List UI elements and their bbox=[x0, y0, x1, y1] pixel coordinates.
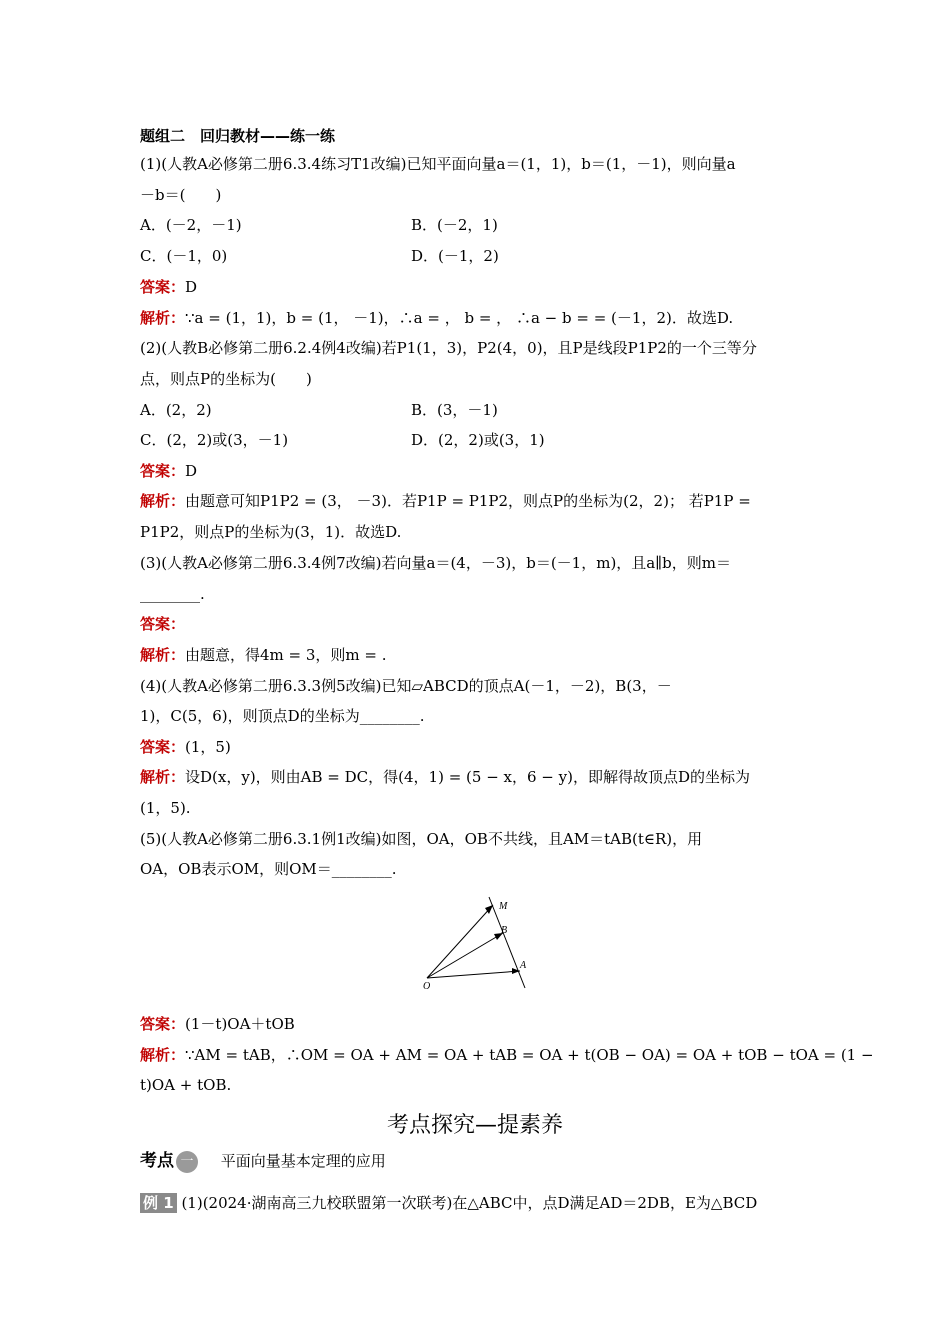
line-s5a bbox=[140, 1045, 874, 1065]
line-q2D bbox=[411, 430, 545, 450]
label-B: B bbox=[501, 925, 508, 936]
label-O: O bbox=[423, 981, 431, 992]
line-text: B．(3，－1) bbox=[411, 401, 498, 419]
line-text: D bbox=[185, 278, 198, 296]
segment-OA bbox=[427, 971, 520, 978]
answer-label: 解析： bbox=[140, 309, 186, 327]
line-q3b bbox=[140, 584, 205, 604]
line-text: 点，则点P的坐标为( ) bbox=[140, 370, 312, 388]
line-text: (1，5) bbox=[185, 738, 231, 756]
line-q2B bbox=[411, 400, 498, 420]
kaodian-label: 考点 bbox=[140, 1151, 174, 1171]
line-text: (2)(人教B必修第二册6.2.4例4改编)若P1(1，3)，P2(4，0)，且P是线段P1P2的一个三等分 bbox=[140, 339, 757, 357]
line-s3 bbox=[140, 645, 387, 665]
line-q1b bbox=[140, 185, 221, 205]
line-text: (1，5). bbox=[140, 799, 191, 817]
line-q2a bbox=[140, 338, 757, 358]
kaodian-title: 平面向量基本定理的应用 bbox=[220, 1152, 386, 1170]
line-q2b bbox=[140, 369, 312, 389]
line-text: OA，OB表示OM，则OM＝________. bbox=[140, 860, 397, 878]
answer-label: 答案： bbox=[140, 1015, 186, 1033]
line-q1D bbox=[411, 246, 499, 266]
line-q5a bbox=[140, 829, 702, 849]
line-q4b bbox=[140, 706, 424, 726]
line-a2 bbox=[140, 461, 197, 481]
example-line bbox=[140, 1193, 757, 1213]
line-a5 bbox=[140, 1014, 295, 1034]
line-a4 bbox=[140, 737, 231, 757]
line-text: (4)(人教A必修第二册6.3.3例5改编)已知▱ABCD的顶点A(－1，－2)，B(3，－ bbox=[140, 677, 672, 695]
line-text: (3)(人教A必修第二册6.3.4例7改编)若向量a＝(4，－3)，b＝(－1，m)，且a∥b，则m＝ bbox=[140, 554, 732, 572]
line-q2C bbox=[140, 430, 288, 450]
line-text: P1P2，则点P的坐标为(3，1)．故选D. bbox=[140, 523, 402, 541]
line-text: ∵a = (1，1)，b = (1， －1)，∴a = ， b = ， ∴a − b = = (－1，2)．故选D. bbox=[185, 309, 734, 327]
answer-label: 答案： bbox=[140, 738, 186, 756]
line-s2b bbox=[140, 522, 401, 542]
answer-label: 解析： bbox=[140, 492, 186, 510]
line-text: 1)，C(5，6)，则顶点D的坐标为________. bbox=[140, 707, 425, 725]
line-text: D．(－1，2) bbox=[411, 247, 499, 265]
line-text: (1－t)OA＋tOB bbox=[185, 1015, 295, 1033]
line-q1B bbox=[411, 215, 498, 235]
line-q5b bbox=[140, 859, 397, 879]
line-text: C．(－1，0) bbox=[140, 247, 228, 265]
line-text: 由题意可知P1P2 = (3， －3)．若P1P = P1P2，则点P的坐标为(2，2)； 若P1P = bbox=[185, 492, 751, 510]
answer-label: 解析： bbox=[140, 1046, 186, 1064]
line-text: (1)(人教A必修第二册6.3.4练习T1改编)已知平面向量a＝(1，1)，b＝(1，－1)，则向量a bbox=[140, 155, 736, 173]
kaodian-number: 一 bbox=[176, 1151, 198, 1173]
line-q4a bbox=[140, 676, 672, 696]
line-text: A．(2，2) bbox=[140, 401, 212, 419]
line-q2A bbox=[140, 400, 212, 420]
kaodian-header bbox=[140, 1146, 386, 1173]
label-A: A bbox=[520, 960, 527, 971]
line-text: 由题意，得4m = 3，则m = . bbox=[185, 646, 387, 664]
heading: 考点探究—提素养 bbox=[386, 1113, 563, 1138]
answer-label: 答案： bbox=[140, 278, 186, 296]
section-title: 题组二 回归教材——练一练 bbox=[140, 127, 336, 145]
answer-label: 解析： bbox=[140, 646, 186, 664]
line-text: ∵AM = tAB，∴OM = OA + AM = OA + tAB = OA + t(OB − OA) = OA + tOB − tOA = (1 − bbox=[185, 1046, 874, 1064]
segment-OM bbox=[427, 905, 493, 978]
answer-label: 解析： bbox=[140, 768, 186, 786]
label-M: M bbox=[499, 901, 508, 912]
line-q1a bbox=[140, 154, 736, 174]
line-s4a bbox=[140, 767, 750, 787]
example-badge: 例 1 bbox=[140, 1193, 177, 1213]
vector-figure bbox=[415, 893, 535, 993]
line-text: ________. bbox=[140, 585, 205, 603]
line-a3 bbox=[140, 614, 185, 634]
line-s1 bbox=[140, 308, 733, 328]
line-text: B．(－2，1) bbox=[411, 216, 498, 234]
line-s2a bbox=[140, 491, 751, 511]
segment-OB bbox=[427, 933, 503, 978]
answer-label: 答案： bbox=[140, 462, 186, 480]
line-text: C．(2，2)或(3，－1) bbox=[140, 431, 289, 449]
line-text: －b＝( ) bbox=[140, 186, 222, 204]
line-text: (5)(人教A必修第二册6.3.1例1改编)如图，OA，OB不共线，且AM＝tAB(t∈R)，用 bbox=[140, 830, 703, 848]
line-text: D bbox=[185, 462, 198, 480]
line-s4b bbox=[140, 798, 191, 818]
line-s5b bbox=[140, 1075, 231, 1095]
line-a1 bbox=[140, 277, 197, 297]
line-text: A．(－2，－1) bbox=[140, 216, 242, 234]
line-text: D．(2，2)或(3，1) bbox=[411, 431, 545, 449]
line-q3a bbox=[140, 553, 731, 573]
line-text: t)OA + tOB. bbox=[140, 1076, 232, 1094]
line-q1A bbox=[140, 215, 242, 235]
line-q1C bbox=[140, 246, 227, 266]
example-text: (1)(2024·湖南高三九校联盟第一次联考)在△ABC中，点D满足AD＝2DB，E为△BCD bbox=[181, 1194, 758, 1212]
answer-label: 答案： bbox=[140, 615, 186, 633]
line-text: 设D(x，y)，则由AB = DC，得(4，1) = (5 − x，6 − y)，即解得故顶点D的坐标为 bbox=[185, 768, 751, 786]
